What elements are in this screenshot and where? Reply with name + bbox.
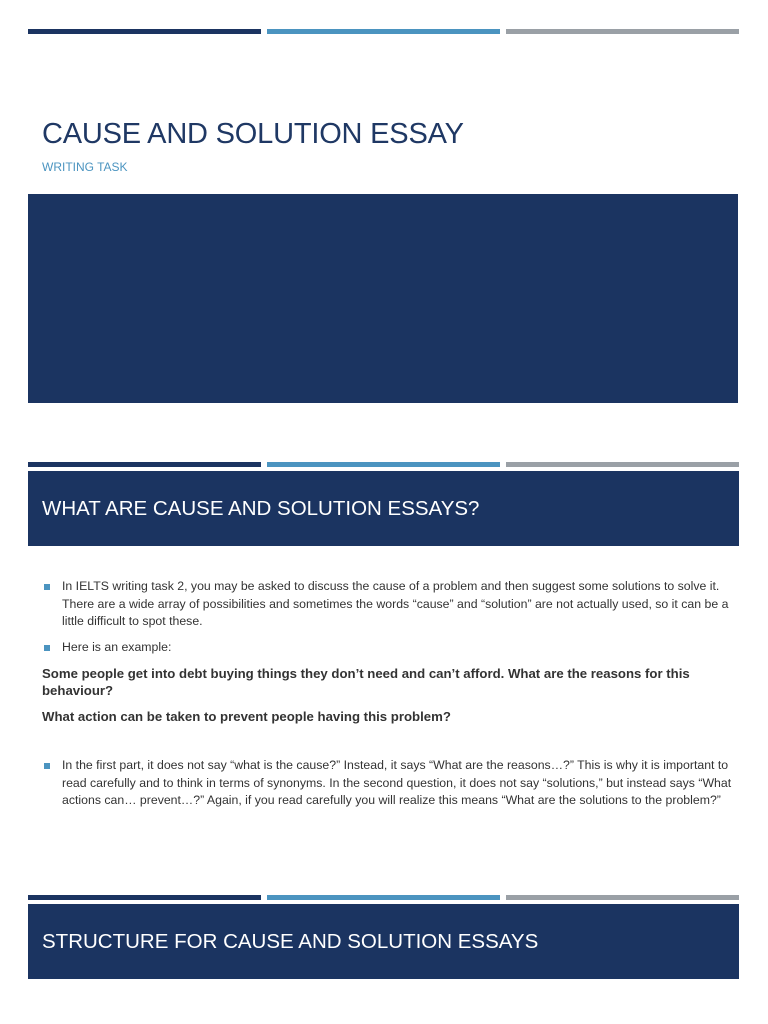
slide-title: CAUSE AND SOLUTION ESSAY	[42, 118, 464, 150]
slide-2-content	[42, 578, 746, 810]
hero-block	[28, 194, 738, 403]
section-header	[28, 904, 739, 979]
bullet-text: Here is an example:	[62, 639, 172, 654]
section-heading: WHAT ARE CAUSE AND SOLUTION ESSAYS?	[42, 496, 480, 520]
slide-subtitle: WRITING TASK	[42, 160, 128, 174]
bullet-text: In IELTS writing task 2, you may be asked to discuss the cause of a problem and then suggest some solutions to solve it. There are a wide array of possibilities and sometimes the words “cause” and “solution” are not actually used, so it can be a little difficult to spot these.	[62, 579, 729, 628]
accent-bar-blue	[267, 29, 500, 34]
accent-bar-gray	[506, 29, 739, 34]
accent-bar-gray	[506, 462, 739, 467]
accent-bar-gray	[506, 895, 739, 900]
bullet-item	[42, 639, 746, 657]
bullet-text: In the first part, it does not say “what is the cause?” Instead, it says “What are the reasons…?” This is why it is important to read carefully and to think in terms of synonyms. In the second question, it does not say “solutions,” but instead says “What actions can… prevent…?” Again, if you read carefully you will realize this means “What are the solutions to the problem?”	[62, 758, 732, 807]
accent-bar-dark	[28, 462, 261, 467]
section-heading: STRUCTURE FOR CAUSE AND SOLUTION ESSAYS	[42, 929, 539, 953]
example-question-1: Some people get into debt buying things they don’t need and can’t afford. What are the reasons for this behaviour?	[42, 666, 690, 698]
accent-bar-dark	[28, 29, 261, 34]
example-question-2: What action can be taken to prevent people having this problem?	[42, 709, 451, 724]
accent-bar-dark	[28, 895, 261, 900]
bullet-item	[42, 757, 746, 810]
accent-bar-blue	[267, 895, 500, 900]
bullet-item	[42, 578, 746, 631]
accent-bar-blue	[267, 462, 500, 467]
section-header	[28, 471, 739, 546]
